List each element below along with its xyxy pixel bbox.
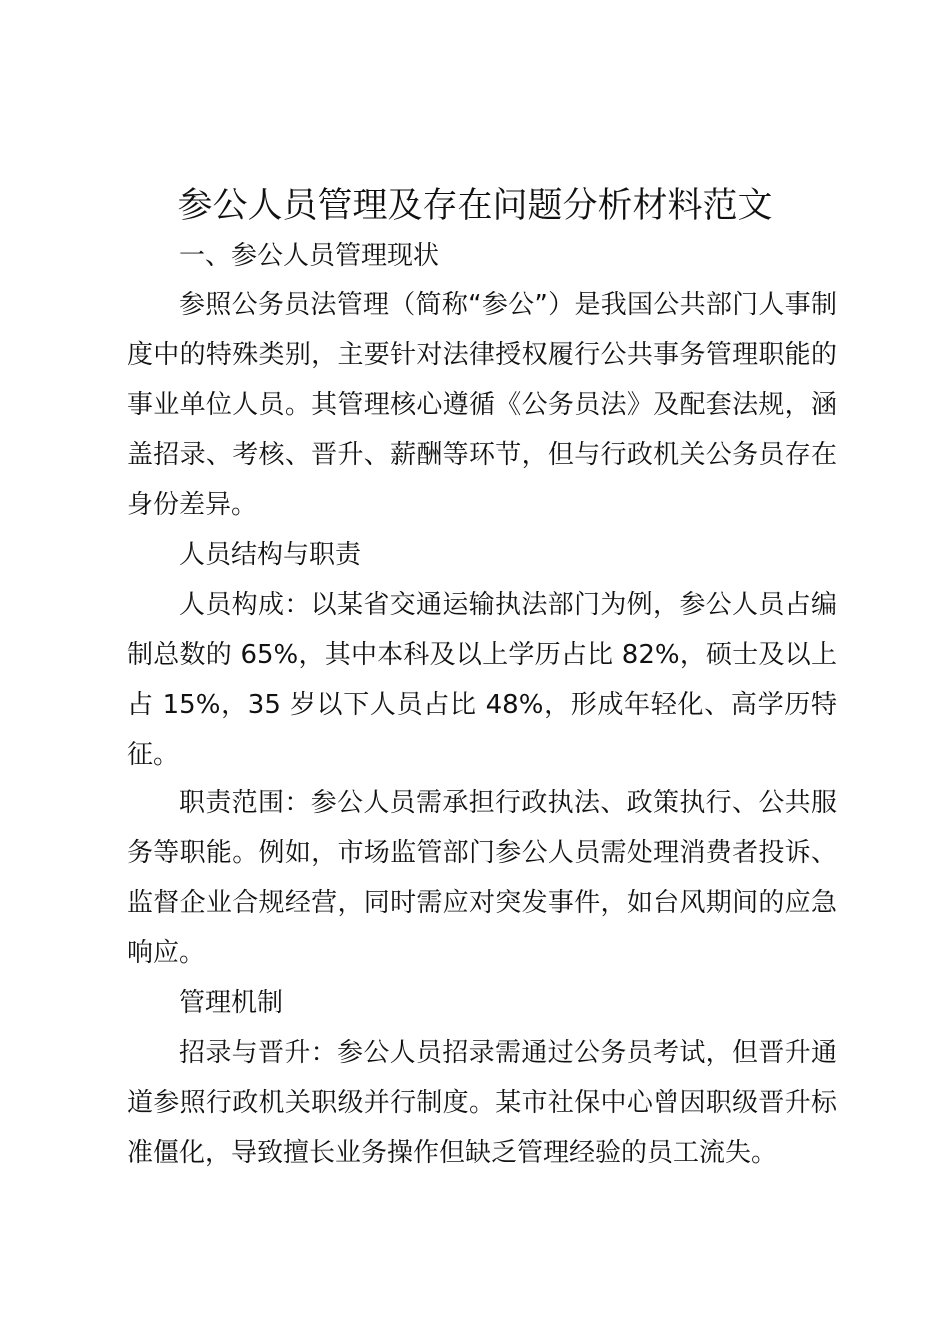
paragraph-recruitment: 招录与晋升：参公人员招录需通过公务员考试，但晋升通道参照行政机关职级并行制度。某市社保中心曾因职级晋升标准僵化，导致擅长业务操作但缺乏管理经验的员工流失。 — [127, 1038, 837, 1168]
sub-heading-mechanism: 管理机制 — [179, 988, 284, 1018]
paragraph-intro: 参照公务员法管理（简称“参公”）是我国公共部门人事制度中的特殊类别，主要针对法律授权履行公共事务管理职能的事业单位人员。其管理核心遵循《公务员法》及配套法规，涵盖招录、考核、晋升、薪酬等环节，但与行政机关公务员存在身份差异。 — [127, 290, 837, 520]
paragraph-composition: 人员构成：以某省交通运输执法部门为例，参公人员占编制总数的 65%，其中本科及以上学历占比 82%，硕士及以上占 15%，35 岁以下人员占比 48%，形成年轻化、高学历特征。 — [127, 590, 837, 770]
document-title: 参公人员管理及存在问题分析材料范文 — [177, 186, 773, 226]
section-heading-status: 一、参公人员管理现状 — [179, 241, 440, 271]
paragraph-duties: 职责范围：参公人员需承担行政执法、政策执行、公共服务等职能。例如，市场监管部门参公人员需处理消费者投诉、监督企业合规经营，同时需应对突发事件，如台风期间的应急响应。 — [127, 788, 837, 968]
sub-heading-structure: 人员结构与职责 — [179, 540, 362, 570]
